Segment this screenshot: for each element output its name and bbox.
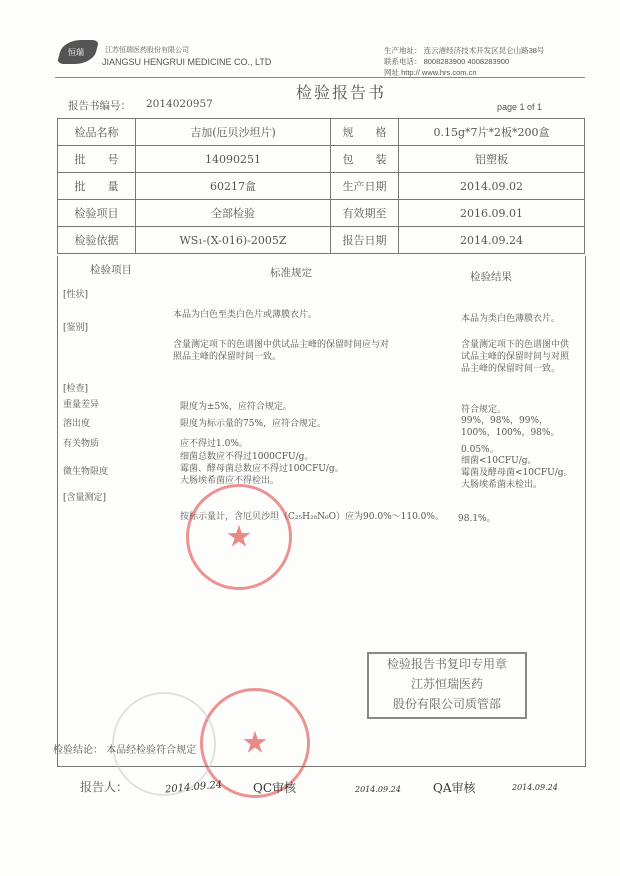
check-standard: 限度为±5%，应符合规定。 <box>180 402 292 412</box>
label: 包 装 <box>331 146 399 173</box>
column-header-result: 检验结果 <box>470 271 512 283</box>
logo-text: 恒瑞 <box>68 48 84 57</box>
stamp-line: 江苏恒瑞医药 <box>410 677 483 691</box>
check-standard: 细菌总数应不得过1000CFU/g。 霉菌、酵母菌总数应不得过100CFU/g。 大肠埃希菌应不得检出。 <box>180 452 344 486</box>
table-row <box>58 173 585 200</box>
label: 检验依据 <box>58 227 136 254</box>
check-result: 符合规定。 <box>461 405 507 415</box>
column-header-standard: 标准规定 <box>270 267 312 279</box>
label: 有效期至 <box>331 200 399 227</box>
identification-result: 含量测定项下的色谱图中供试品主峰的保留时间与对照品主峰的保留时间一致。 <box>461 340 570 374</box>
company-name-en: JIANGSU HENGRUI MEDICINE CO., LTD <box>102 57 272 67</box>
check-name: 溶出度 <box>63 419 91 429</box>
label: 规 格 <box>331 119 399 146</box>
assay-standard: 按标示量计，含厄贝沙坦（C₂₅H₂₈N₆O）应为90.0%～110.0%。 <box>180 512 444 522</box>
appearance-result: 本品为类白色薄膜衣片。 <box>461 314 561 324</box>
label: 报告日期 <box>331 227 399 254</box>
reporter-label: 报告人： <box>80 780 129 794</box>
company-name-cn: 江苏恒瑞医药股份有限公司 <box>105 47 189 54</box>
qa-signature-date: 2014.09.24 <box>512 783 558 792</box>
company-address: 生产地址： 连云港经济技术开发区昆仑山路38号 <box>384 46 545 55</box>
check-result: 0.05%。 <box>461 445 499 455</box>
value: 铝塑板 <box>399 146 585 173</box>
table-row <box>58 200 585 227</box>
conclusion: 检验结论： 本品经检验符合规定 <box>53 745 197 756</box>
company-website: 网址 http:// www.hrs.com.cn <box>384 68 477 77</box>
stamp-line: 检验报告书复印专用章 <box>386 657 507 671</box>
check-name: 有关物质 <box>63 439 100 449</box>
value: 0.15g*7片*2板*200盒 <box>399 119 585 146</box>
label: 检品名称 <box>58 119 136 146</box>
assay-result: 98.1%。 <box>458 514 496 524</box>
check-name: 微生物限度 <box>63 467 109 477</box>
value: 全部检验 <box>136 200 331 227</box>
product-info-table <box>57 118 585 254</box>
copy-stamp-box <box>367 652 527 719</box>
stamp-line: 股份有限公司质管部 <box>392 697 501 711</box>
label: 批 号 <box>58 146 136 173</box>
value: 2014.09.24 <box>399 227 585 254</box>
reporter-signature-date: 2014.09.24 <box>164 779 223 796</box>
qc-label: QC审核 <box>253 781 297 795</box>
value: 吉加(厄贝沙坦片) <box>136 119 331 146</box>
check-result: 99%，98%，99%， 100%，100%，98%。 <box>461 416 560 438</box>
check-standard: 应不得过1.0%。 <box>180 439 248 449</box>
label: 检验项目 <box>58 200 136 227</box>
label: 批 量 <box>58 173 136 200</box>
table-row <box>58 227 585 254</box>
check-standard: 限度为标示量的75%，应符合规定。 <box>180 419 327 429</box>
report-title: 检验报告书 <box>296 83 387 102</box>
table-row <box>58 119 585 146</box>
qc-signature-date: 2014.09.24 <box>355 785 401 794</box>
value: 60217盒 <box>136 173 331 200</box>
qa-label: QA审核 <box>433 781 476 795</box>
page-info: page 1 of 1 <box>497 102 543 112</box>
appearance-standard: 本品为白色至类白色片或薄膜衣片。 <box>173 310 318 320</box>
column-header-item: 检验项目 <box>90 264 132 276</box>
section-inspection: [检查] <box>63 384 89 394</box>
value: WS₁-(X-016)-2005Z <box>136 227 331 254</box>
section-identification: [鉴别] <box>63 323 89 333</box>
header-divider <box>55 77 585 78</box>
company-phone: 联系电话： 8008283900 4008283900 <box>384 57 510 66</box>
value: 2016.09.01 <box>399 200 585 227</box>
check-name: 重量差异 <box>63 400 100 410</box>
company-seal-stamp: ★ <box>200 688 310 798</box>
section-assay: [含量测定] <box>63 493 107 503</box>
table-row <box>58 146 585 173</box>
value: 14090251 <box>136 146 331 173</box>
label: 生产日期 <box>331 173 399 200</box>
report-number: 2014020957 <box>146 98 213 110</box>
check-result: 细菌<10CFU/g。 霉菌及酵母菌<10CFU/g。 大肠埃希菌未检出。 <box>461 456 573 490</box>
value: 2014.09.02 <box>399 173 585 200</box>
report-number-label: 报告书编号： <box>68 100 131 112</box>
identification-standard: 含量测定项下的色谱图中供试品主峰的保留时间应与对照品主峰的保留时间一致。 <box>173 340 390 362</box>
company-seal-stamp: ★ <box>186 484 292 590</box>
section-appearance: [性状] <box>63 290 89 300</box>
